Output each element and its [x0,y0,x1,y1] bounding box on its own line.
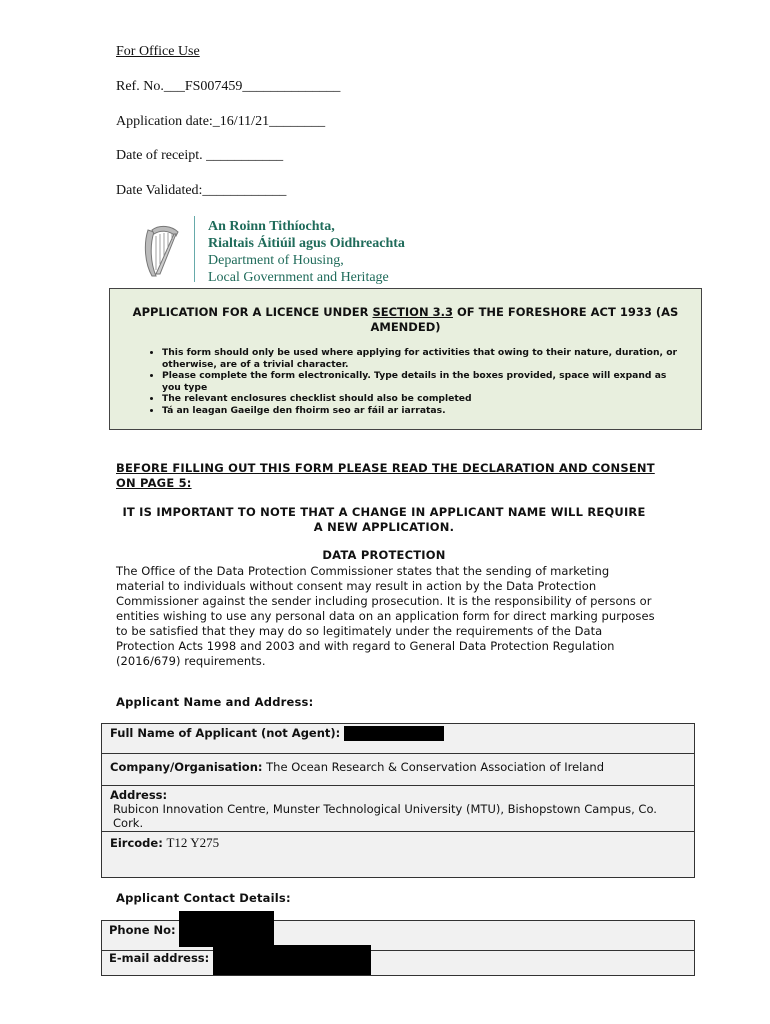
before-filling-notice: BEFORE FILLING OUT THIS FORM PLEASE READ THE DECLARATION AND CONSENT ON PAGE 5: [116,461,655,490]
full-name-cell[interactable] [102,724,695,754]
banner-bullet: • Tá an leagan Gaeilge den fhoirm seo ar fáil ar iarratas. [162,405,682,417]
important-notice: IT IS IMPORTANT TO NOTE THAT A CHANGE IN APPLICANT NAME WILL REQUIRE A NEW APPLICATION. [122,505,646,534]
eircode-value: T12 Y275 [166,835,220,850]
application-banner [109,288,702,430]
ref-no: Ref. No.___FS007459______________ [116,79,341,94]
redacted-email [213,945,371,975]
address-label: Address: [110,788,168,802]
redacted-name [344,726,444,741]
banner-bullet: • The relevant enclosures checklist should also be completed [162,393,682,405]
date-of-receipt: Date of receipt. ___________ [116,148,284,163]
company-label: Company/Organisation: [110,760,263,774]
date-validated: Date Validated:____________ [116,183,287,198]
applicant-section-heading: Applicant Name and Address: [116,695,314,709]
email-cell[interactable] [102,951,695,976]
harp-icon [138,222,184,280]
data-protection-body: The Office of the Data Protection Commissioner states that the sending of marketing material to individuals without consent may result in action by the Data Protection Commissioner against the sender including prosecution. It is the responsibility of persons or entities wishing to use any personal data on an application form for direct marking purposes to be satisfied that they may do so legitimately under the requirements of the Data Protection Acts 1998 and 2003 and with regard to General Data Protection Regulation (2016/679) requirements. [116,564,655,668]
application-date: Application date:_16/11/21________ [116,114,326,129]
eircode-label: Eircode: [110,836,163,850]
address-cell[interactable] [102,786,695,832]
phone-label: Phone No: [109,923,176,937]
department-line-2: Rialtais Áitiúil agus Oidhreachta [208,236,405,251]
eircode-cell[interactable] [102,832,695,878]
office-use-heading: For Office Use [116,44,200,59]
address-value: Rubicon Innovation Centre, Munster Technological University (MTU), Bishopstown Campus, Co. Cork. [113,802,657,830]
company-cell[interactable] [102,754,695,786]
contact-section-heading: Applicant Contact Details: [116,891,291,905]
applicant-table [101,723,695,878]
phone-cell[interactable] [102,921,695,951]
email-label: E-mail address: [109,951,210,965]
contact-table [101,920,695,976]
redacted-phone [179,911,274,947]
department-line-1: An Roinn Tithíochta, [208,219,335,234]
banner-bullet: • This form should only be used where applying for activities that owing to their nature, duration, or otherwise, are of a trivial character. [162,347,682,370]
department-line-3: Department of Housing, [208,253,344,268]
full-name-label: Full Name of Applicant (not Agent): [110,726,341,740]
banner-bullet-list [134,347,682,416]
banner-title-post: OF THE FORESHORE ACT 1933 (AS AMENDED) [370,305,679,334]
department-line-4: Local Government and Heritage [208,270,389,285]
banner-title-pre: APPLICATION FOR A LICENCE UNDER [132,305,373,319]
banner-title [110,305,701,335]
banner-title-section: SECTION 3.3 [372,305,453,319]
banner-bullet: • Please complete the form electronically. Type details in the boxes provided, space will expand as you type [162,370,682,393]
data-protection-title: DATA PROTECTION [322,548,446,562]
department-name [208,218,405,286]
logo-divider [194,216,195,282]
company-value: The Ocean Research & Conservation Association of Ireland [266,760,605,774]
